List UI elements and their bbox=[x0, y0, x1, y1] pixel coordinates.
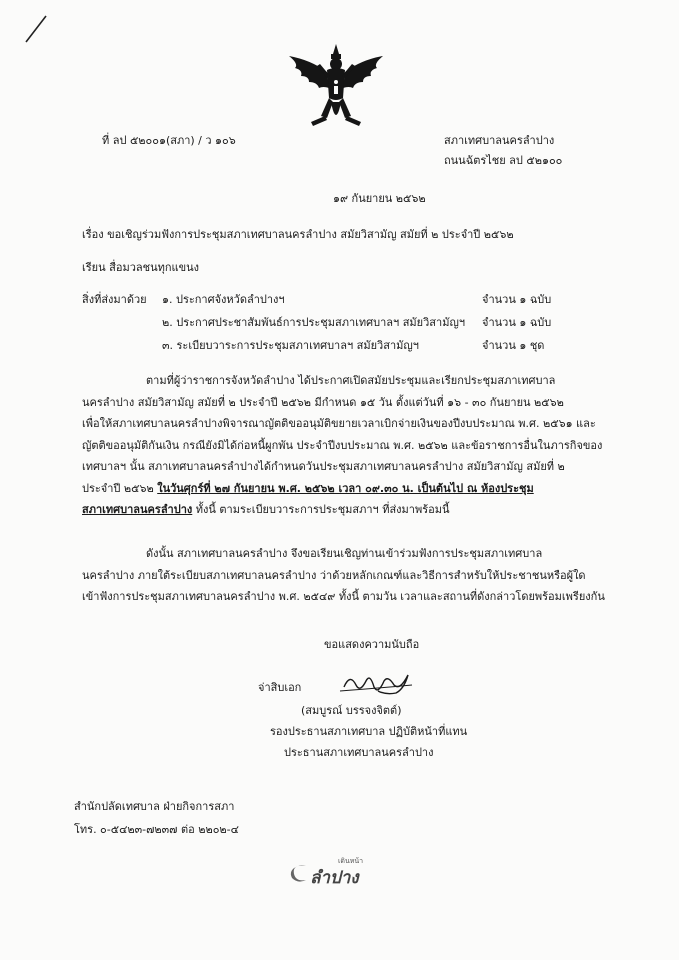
paragraph-1-line bbox=[82, 499, 602, 521]
paragraph-2 bbox=[82, 543, 605, 608]
paragraph-1-line: เพื่อให้สภาเทศบาลนครลำปางพิจารณาญัตติขออนุมัติขยายเวลาเบิกจ่ายเงินของปีงบประมาณ พ.ศ. ๒๕๖๑ และ bbox=[82, 417, 596, 430]
enclosure-qty-2: จำนวน ๑ ฉบับ bbox=[482, 316, 552, 329]
footer-phone: โทร. ๐-๕๔๒๓-๗๒๓๗ ต่อ ๒๒๐๒-๔ bbox=[74, 823, 239, 836]
lampang-logo bbox=[286, 852, 386, 892]
paragraph-2-line: ดังนั้น สภาเทศบาลนครลำปาง จึงขอเรียนเชิญท่านเข้าร่วมฟังการประชุมสภาเทศบาล bbox=[146, 547, 543, 560]
organization-name: สภาเทศบาลนครลำปาง bbox=[444, 134, 555, 147]
subject-line: เรื่อง ขอเชิญร่วมฟังการประชุมสภาเทศบาลนครลำปาง สมัยวิสามัญ สมัยที่ ๒ ประจำปี ๒๕๖๒ bbox=[82, 228, 514, 241]
footer-office: สำนักปลัดเทศบาล ฝ่ายกิจการสภา bbox=[74, 800, 235, 813]
enclosure-item-2: ๒. ประกาศประชาสัมพันธ์การประชุมสภาเทศบาลฯ สมัยวิสามัญฯ bbox=[162, 316, 465, 329]
paragraph-2-line: นครลำปาง ภายใต้ระเบียบสภาเทศบาลนครลำปาง ว่าด้วยหลักเกณฑ์และวิธีการสำหรับให้ประชาชนหรือผู้ใด bbox=[82, 568, 586, 582]
signer-position-1: รองประธานสภาเทศบาล ปฏิบัติหน้าที่แทน bbox=[270, 725, 468, 738]
enclosure-item-1: ๑. ประกาศจังหวัดลำปางฯ bbox=[162, 293, 285, 306]
reference-number: ที่ ลป ๕๒๐๐๑(สภา) / ว ๑๐๖ bbox=[102, 134, 236, 147]
logo-tagline: เดินหน้า bbox=[338, 857, 364, 865]
meeting-datetime: ในวันศุกร์ที่ ๒๗ กันยายน พ.ศ. ๒๕๖๒ เวลา ๐๙.๓๐ น. เป็นต้นไป ณ ห้องประชุม bbox=[157, 481, 534, 495]
organization-address: ถนนฉัตรไชย ลป ๕๒๑๐๐ bbox=[444, 154, 563, 167]
closing-respect: ขอแสดงความนับถือ bbox=[324, 638, 420, 651]
signer-position-2: ประธานสภาเทศบาลนครลำปาง bbox=[284, 746, 434, 759]
logo-wordmark: ลำปาง bbox=[310, 868, 359, 888]
pen-mark-icon bbox=[24, 14, 50, 44]
recipient-line: เรียน สื่อมวลชนทุกแขนง bbox=[82, 261, 200, 274]
document-date: ๑๙ กันยายน ๒๕๖๒ bbox=[333, 192, 426, 205]
signature-icon bbox=[338, 665, 418, 701]
paragraph-1-line: เทศบาลฯ นั้น สภาเทศบาลนครลำปางได้กำหนดวันประชุมสภาเทศบาลนครลำปาง สมัยวิสามัญ สมัยที่ ๒ bbox=[82, 460, 565, 473]
paragraph-1 bbox=[82, 370, 602, 521]
enclosures-label: สิ่งที่ส่งมาด้วย bbox=[82, 293, 147, 306]
logo-swirl-icon bbox=[288, 862, 310, 886]
paragraph-1-text: ทั้งนี้ ตามระเบียบวาระการประชุมสภาฯ ที่ส่งมาพร้อมนี้ bbox=[192, 503, 450, 516]
paragraph-2-line: เข้าฟังการประชุมสภาเทศบาลนครลำปาง พ.ศ. ๒๕๔๙ ทั้งนี้ ตามวัน เวลาและสถานที่ดังกล่าวโดยพร้อมเพรียงกัน bbox=[82, 590, 605, 603]
meeting-venue: สภาเทศบาลนครลำปาง bbox=[82, 503, 193, 516]
paragraph-1-line: ญัตติขออนุมัติกันเงิน กรณียังมิได้ก่อหนี้ผูกพัน ประจำปีงบประมาณ พ.ศ. ๒๕๖๒ และข้อราชการอื่นในภารกิจของ bbox=[82, 438, 603, 452]
enclosure-qty-1: จำนวน ๑ ฉบับ bbox=[482, 293, 552, 306]
paragraph-1-line: ตามที่ผู้ว่าราชการจังหวัดลำปาง ได้ประกาศเปิดสมัยประชุมและเรียกประชุมสภาเทศบาล bbox=[146, 374, 556, 387]
enclosure-qty-3: จำนวน ๑ ชุด bbox=[482, 339, 545, 352]
paragraph-1-line: นครลำปาง สมัยวิสามัญ สมัยที่ ๒ ประจำปี ๒๕๖๒ มีกำหนด ๑๕ วัน ตั้งแต่วันที่ ๑๖ - ๓๐ กันยายน ๒๕๖๒ bbox=[82, 395, 564, 409]
paragraph-1-line bbox=[82, 478, 602, 500]
signer-rank: จ่าสิบเอก bbox=[258, 681, 302, 694]
garuda-emblem-icon bbox=[281, 42, 391, 130]
signer-name: (สมบูรณ์ บรรจงจิตต์) bbox=[301, 704, 402, 717]
enclosure-item-3: ๓. ระเบียบวาระการประชุมสภาเทศบาลฯ สมัยวิสามัญฯ bbox=[162, 339, 419, 352]
paragraph-1-text: ประจำปี ๒๕๖๒ bbox=[82, 481, 158, 495]
